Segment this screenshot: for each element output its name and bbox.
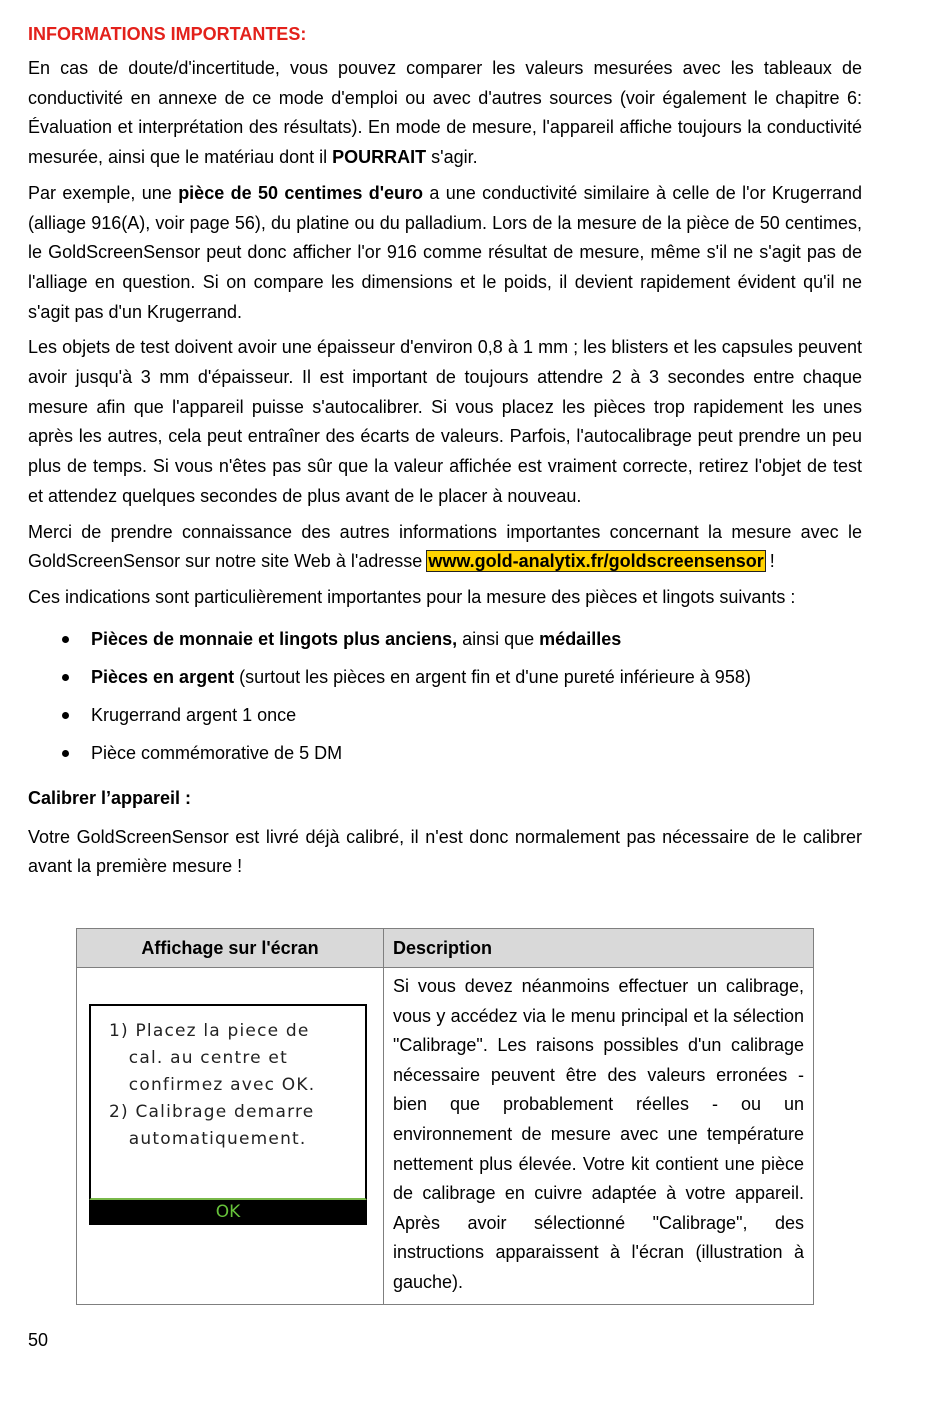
device-screen	[89, 1004, 367, 1228]
screen-cell	[77, 968, 384, 1305]
item-text: ainsi que	[457, 628, 540, 649]
item-bold: Pièces de monnaie et lingots plus anciens,	[91, 628, 458, 649]
bullet-list	[28, 627, 862, 765]
subheading-calibrate: Calibrer l’appareil :	[28, 787, 192, 808]
bullet-icon	[62, 674, 69, 681]
item-bold: Pièces en argent	[91, 666, 235, 687]
document-page	[28, 20, 862, 888]
description-cell: Si vous devez néanmoins effectuer un calibrage, vous y accédez via le menu principal et la sélection "Calibrage". Les raisons possibles d'un calibrage nécessaire peuvent être des valeurs erronées - bien que probablement réelles - ou un environnement de mesure avec une température nettement plus élevée. Votre kit contient une pièce de calibrage en cuivre adaptée à votre appareil. Après avoir sélectionné "Calibrage", des instructions apparaissent à l'écran (illustration à gauche).	[384, 968, 814, 1305]
p1-bold: POURRAIT	[332, 147, 427, 168]
paragraph-6: Votre GoldScreenSensor est livré déjà calibré, il n'est donc normalement pas nécessaire de le calibrer avant la première mesure !	[28, 826, 862, 877]
list-item	[28, 627, 862, 651]
p1-text-end: s'agir.	[426, 147, 478, 168]
screen-ok-bar: OK	[89, 1200, 367, 1225]
item-text: Pièce commémorative de 5 DM	[91, 742, 343, 763]
bullet-icon	[62, 636, 69, 643]
p1-text: En cas de doute/d'incertitude, vous pouvez comparer les valeurs mesurées avec les tableaux de conductivité en annexe de ce mode d'emploi ou avec d'autres sources (voir également le chapitre 6: Évaluation et interprétation des résultats). En mode de mesure, l'appareil affiche toujours la conductivité mesurée, ainsi que le matériau dont il	[28, 58, 862, 168]
p2-text: Par exemple, une	[28, 182, 179, 203]
calibration-table	[76, 928, 814, 1305]
header-display: Affichage sur l'écran	[77, 929, 384, 968]
item-text: (surtout les pièces en argent fin et d'une pureté inférieure à 958)	[234, 666, 751, 687]
paragraph-4	[28, 518, 862, 577]
section-heading: INFORMATIONS IMPORTANTES:	[28, 24, 307, 44]
paragraph-3: Les objets de test doivent avoir une épaisseur d'environ 0,8 à 1 mm ; les blisters et les capsules peuvent avoir jusqu'à 3 mm d'épaisseur. Il est important de toujours attendre 2 à 3 secondes entre chaque mesure afin que l'appareil puisse s'autocalibrer. Si vous placez les pièces trop rapidement les unes après les autres, cela peut entraîner des écarts de valeurs. Parfois, l'autocalibrage peut prendre un peu plus de temps. Si vous n'êtes pas sûr que la valeur affichée est vraiment correcte, retirez l'objet de test et attendez quelques secondes de plus avant de le placer à nouveau.	[28, 337, 862, 506]
bullet-icon	[62, 750, 69, 757]
item-bold: médailles	[539, 628, 622, 649]
paragraph-1	[28, 54, 862, 173]
list-item	[28, 665, 862, 689]
list-item	[28, 741, 862, 765]
p2-text-end: a une conductivité similaire à celle de l'or Krugerrand (alliage 916(A), voir page 56), du platine ou du palladium. Lors de la mesure de la pièce de 50 centimes, le GoldScreenSensor peut donc afficher l'or 916 comme résultat de mesure, même s'il ne s'agit pas de l'alliage en question. Si on compare les dimensions et le poids, il devient rapidement évident qu'il ne s'agit pas d'un Krugerrand.	[28, 182, 862, 322]
screen-display	[89, 1004, 367, 1200]
page-number: 50	[28, 1330, 49, 1350]
item-text: Krugerrand argent 1 once	[91, 704, 297, 725]
screen-message: 1) Placez la piece de cal. au centre et confirmez avec OK. 2) Calibrage demarre automatiquement.	[109, 1021, 316, 1149]
bullet-icon	[62, 712, 69, 719]
website-link[interactable]: www.gold-analytix.fr/goldscreensensor	[428, 551, 764, 572]
paragraph-5: Ces indications sont particulièrement importantes pour la mesure des pièces et lingots suivants :	[28, 586, 796, 607]
p2-bold: pièce de 50 centimes d'euro	[178, 182, 424, 203]
p4-text-end: !	[764, 551, 775, 572]
list-item	[28, 703, 862, 727]
header-description: Description	[384, 929, 814, 968]
paragraph-2	[28, 179, 862, 328]
p4-text: Merci de prendre connaissance des autres informations importantes concernant la mesure avec le GoldScreenSensor sur notre site Web à l'adresse	[28, 521, 862, 572]
